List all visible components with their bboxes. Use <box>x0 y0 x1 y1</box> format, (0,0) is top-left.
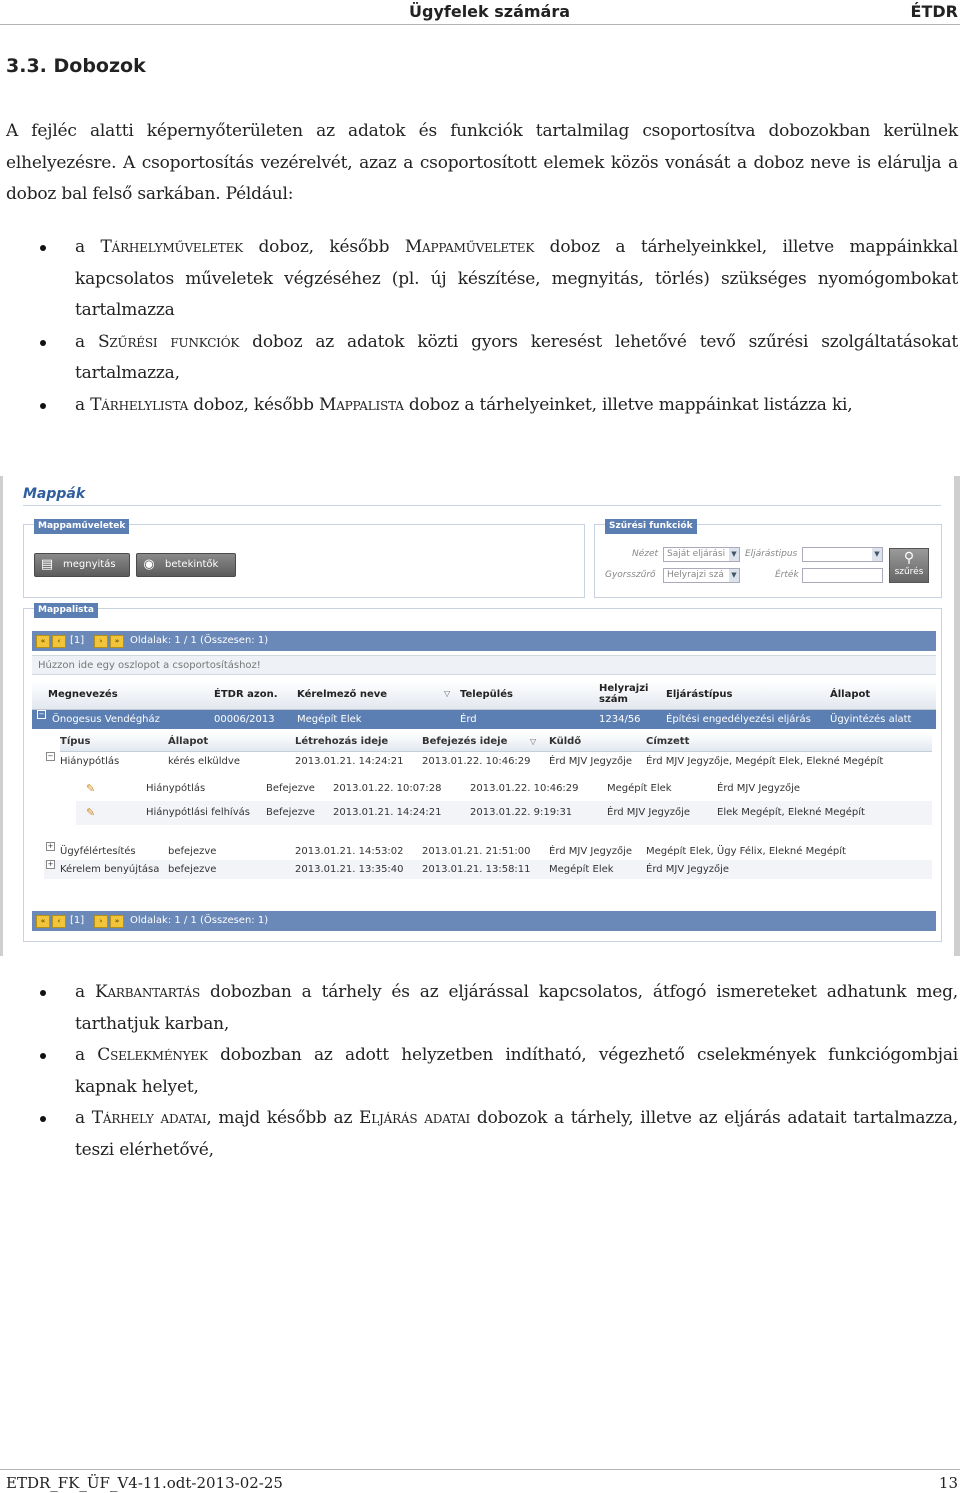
page-footer <box>6 1474 958 1492</box>
filter-button[interactable]: ⚲ szűrés <box>889 548 929 583</box>
col-header[interactable]: Megnevezés <box>48 689 118 700</box>
prev-page-icon[interactable]: ‹ <box>52 635 66 648</box>
filter-box: Szűrési funkciók Nézet Saját eljárási ▼ Gyorsszűrő Helyrajzi szá ▼ Eljárástipus ▼ Érték ⚲ szűrés <box>594 524 942 598</box>
last-page-icon[interactable]: » <box>110 635 124 648</box>
table-row[interactable]: + Ügyfélértesítés befejezve 2013.01.21. 14:53:02 2013.01.21. 21:51:00 Érd MJV Jegyzője Megépít Elek, Ügy Félix, Elekné Megépít <box>47 842 846 857</box>
next-page-icon[interactable]: › <box>94 915 108 928</box>
pager-info: Oldalak: 1 / 1 (Összesen: 1) <box>130 635 269 646</box>
col-header[interactable]: ÉTDR azon. <box>214 689 278 700</box>
bullet-icon <box>40 1116 46 1122</box>
col-header[interactable]: Helyrajzi szám <box>599 683 649 705</box>
sort-icon[interactable]: ▽ <box>444 689 451 698</box>
bullet-icon <box>40 990 46 996</box>
list-item: a Tárhelyműveletek doboz, később Mappaműveletek doboz a tárhelyeinkkel, illetve mappáinkkal kapcsolatos műveletek végzéséhez (pl. új készítése, megnyitás, törlés) szükséges nyomógombokat tartalmazza <box>0 232 958 327</box>
search-icon: ⚲ <box>903 550 915 566</box>
list-item: a Szűrési funkciók doboz az adatok közti gyors keresést lehetővé tevő szűrési szolgáltatásokat tartalmazza, <box>0 327 958 390</box>
bullet-list-1 <box>0 232 958 421</box>
prev-page-icon[interactable]: ‹ <box>52 915 66 928</box>
filter-box-label: Szűrési funkciók <box>605 519 697 534</box>
bullet-icon <box>40 245 46 251</box>
first-page-icon[interactable]: « <box>36 915 50 928</box>
sub-table <box>44 733 936 893</box>
collapse-icon[interactable]: − <box>47 752 54 760</box>
list-box <box>23 605 942 942</box>
pager-info: Oldalak: 1 / 1 (Összesen: 1) <box>130 915 269 926</box>
intro-paragraph: A fejléc alatti képernyőterületen az adatok és funkciók tartalmilag csoportosítva dobozokban kerülnek elhelyezésre. A csoportosítás vezérelvét, azaz a csoportosított elemek közös vonását a doboz neve is elárulja a doboz bal felső sarkában. Például: <box>6 121 958 204</box>
bullet-icon <box>40 1053 46 1059</box>
ops-box <box>23 521 585 598</box>
page-number[interactable]: [1] <box>70 915 85 926</box>
table-row[interactable]: ✎ Hiánypótlási felhívás Befejezve 2013.01.21. 14:24:21 2013.01.22. 9:19:31 Érd MJV Jegyzője Elek Megépít, Elekné Megépít <box>76 801 932 825</box>
list-item: a Tárhelylista doboz, később Mappalista doboz a tárhelyeinket, illetve mappáinkat listázza ki, <box>0 390 958 422</box>
col-header[interactable]: Eljárástípus <box>666 689 733 700</box>
section-heading: 3.3. Dobozok <box>6 55 146 77</box>
embedded-screenshot <box>0 476 960 956</box>
page-number-footer: 13 <box>938 1474 958 1492</box>
pager-bottom <box>32 911 936 931</box>
table-row[interactable]: ✎ Hiánypótlás Befejezve 2013.01.22. 10:07:28 2013.01.22. 10:46:29 Megépít Elek Érd MJV Jegyzője <box>76 777 932 801</box>
group-hint: Húzzon ide egy oszlopot a csoportosításhoz! <box>32 655 936 675</box>
next-page-icon[interactable]: › <box>94 635 108 648</box>
open-button[interactable]: ▤ megnyitás <box>34 553 130 577</box>
page-header <box>0 0 960 25</box>
col-header[interactable]: Állapot <box>830 689 871 700</box>
list-item: a Karbantartás dobozban a tárhely és az eljárással kapcsolatos, átfogó ismereteket adhatunk meg, tarthatjuk karban, <box>0 977 958 1040</box>
sort-icon[interactable]: ▽ <box>530 737 537 746</box>
expand-icon[interactable]: + <box>47 842 54 850</box>
list-box-label: Mappalista <box>34 603 98 618</box>
type-select[interactable] <box>802 547 883 562</box>
chevron-down-icon: ▼ <box>729 548 739 561</box>
screenshot-title: Mappák <box>23 486 86 502</box>
peek-button[interactable]: ◉ betekintők <box>136 553 236 577</box>
list-item: a Tárhely adatai, majd később az Eljárás adatai dobozok a tárhely, illetve az eljárás adatait tartalmazza, teszi elérhetővé, <box>0 1103 958 1166</box>
pencil-icon[interactable]: ✎ <box>86 806 96 819</box>
open-icon: ▤ <box>40 557 54 572</box>
eye-icon: ◉ <box>143 557 155 572</box>
bullet-icon <box>40 340 46 346</box>
table-row[interactable]: − Hiánypótlás kérés elküldve 2013.01.21. 14:24:21 2013.01.22. 10:46:29 Érd MJV Jegyzője Érd MJV Jegyzője, Megépít Elek, Elekné Megépít <box>47 752 884 767</box>
col-header[interactable]: Település <box>460 689 513 700</box>
pager-top <box>32 631 936 651</box>
view-select[interactable]: Saját eljárási ▼ <box>663 547 740 562</box>
sub-table-header: Típus Állapot Létrehozás ideje Befejezés ideje ▽ Küldő Címzett <box>60 733 932 752</box>
bullet-list-2 <box>0 977 958 1166</box>
table-header <box>32 681 936 710</box>
expand-icon[interactable]: + <box>47 860 54 868</box>
table-row[interactable]: − Önogesus Vendégház 00006/2013 Megépít Elek Érd 1234/56 Építési engedélyezési eljárás Ügyintézés alatt <box>32 710 936 729</box>
bullet-icon <box>40 403 46 409</box>
collapse-icon[interactable]: − <box>38 710 45 718</box>
quick-filter-select[interactable]: Helyrajzi szá ▼ <box>663 568 740 583</box>
chevron-down-icon: ▼ <box>729 569 739 582</box>
header-brand: ÉTDR <box>910 2 958 21</box>
pencil-icon[interactable]: ✎ <box>86 782 96 795</box>
page-number[interactable]: [1] <box>70 635 85 646</box>
col-header[interactable]: Kérelmező neve <box>297 689 388 700</box>
first-page-icon[interactable]: « <box>36 635 50 648</box>
ops-box-label: Mappaműveletek <box>34 519 129 534</box>
last-page-icon[interactable]: » <box>110 915 124 928</box>
value-input[interactable] <box>802 568 883 583</box>
header-title: Ügyfelek számára <box>409 2 571 21</box>
list-item: a Cselekmények dobozban az adott helyzetben indítható, végezhető cselekmények funkciógombjai kapnak helyet, <box>0 1040 958 1103</box>
table-row[interactable]: + Kérelem benyújtása befejezve 2013.01.21. 13:35:40 2013.01.21. 13:58:11 Megépít Elek Érd MJV Jegyzője <box>44 860 932 879</box>
chevron-down-icon: ▼ <box>872 548 882 561</box>
footer-filename: ETDR_FK_ÜF_V4-11.odt-2013-02-25 <box>6 1474 283 1492</box>
